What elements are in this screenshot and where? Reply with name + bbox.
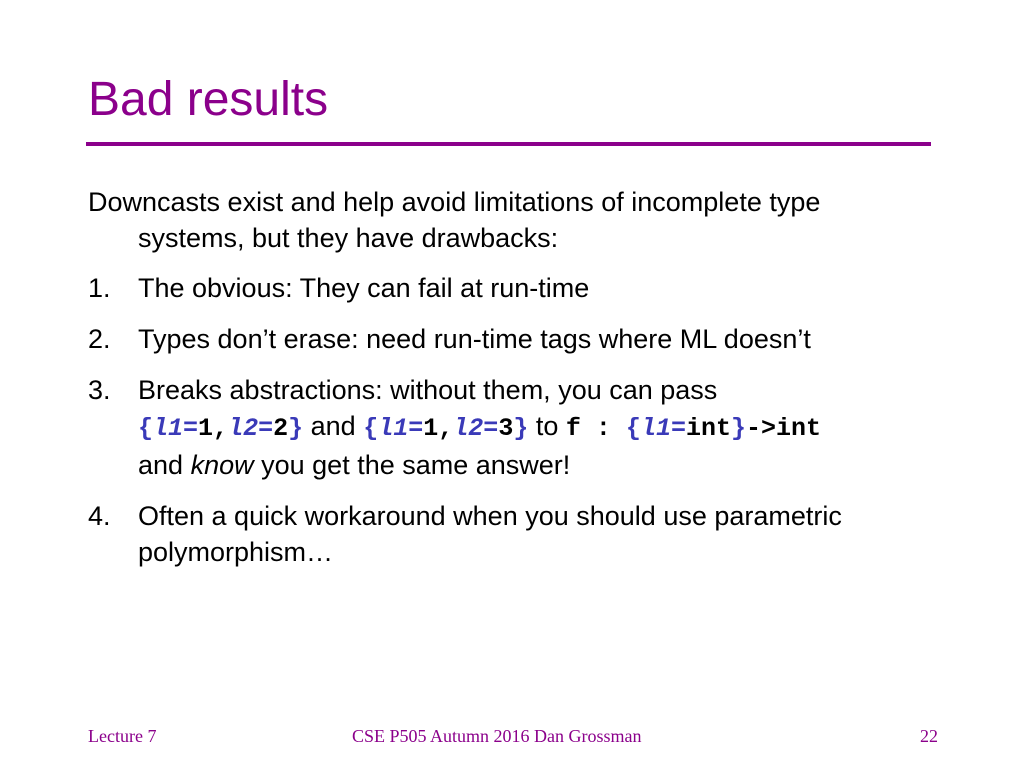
word-and: and [310,411,356,441]
code-brace-close: } [513,414,529,443]
list-item-1 [88,270,988,306]
code-value: 3 [498,414,514,443]
title-divider [86,142,931,146]
code-record-1 [138,414,303,443]
footer-page-number: 22 [920,726,938,746]
code-brace-open: { [625,414,641,443]
code-value: 2 [273,414,289,443]
code-brace-open: { [138,414,154,443]
code-brace-close: } [288,414,304,443]
list-item-text: The obvious: They can fail at run-time [138,273,590,303]
code-brace-open: { [363,414,379,443]
code-field-name: l1 [378,414,409,443]
intro-line-1: Downcasts exist and help avoid limitations of incomplete type [88,187,821,217]
list-item-text-line-1: Breaks abstractions: without them, you can pass [138,375,718,405]
line3-and: and [138,450,184,480]
list-item-text-line-1: Often a quick workaround when you should use parametric [138,501,842,531]
intro-line-2: systems, but they have drawbacks: [138,223,559,253]
code-function-name: f : [565,414,626,443]
code-field-name: l2 [453,414,484,443]
code-return-type: ->int [746,414,822,443]
code-value: 1, [423,414,454,443]
code-equals: = [258,414,274,443]
list-item-text: Types don’t erase: need run-time tags where ML doesn’t [138,324,811,354]
list-item-text-line-2: polymorphism… [138,537,334,567]
footer-lecture: Lecture 7 [88,726,157,746]
code-function-type [566,414,821,443]
list-item-2 [88,321,988,357]
slide-title: Bad results [88,73,329,126]
list-item-4 [88,498,988,570]
code-equals: = [183,414,199,443]
list-number: 2. [88,324,111,354]
code-record-2 [363,414,528,443]
code-value: 1, [198,414,229,443]
list-item-3 [88,372,988,483]
code-equals: = [670,414,686,443]
word-to: to [535,411,559,441]
slide-body [88,184,988,570]
code-equals: = [408,414,424,443]
emphasis-know: know [190,450,254,480]
code-brace-close: } [730,414,746,443]
code-type: int [685,414,731,443]
intro-paragraph [88,184,988,256]
code-field-name: l1 [640,414,671,443]
footer-course: CSE P505 Autumn 2016 Dan Grossman [352,726,642,746]
code-field-name: l1 [153,414,184,443]
list-number: 1. [88,273,111,303]
code-equals: = [483,414,499,443]
line3-rest: you get the same answer! [261,450,571,480]
code-field-name: l2 [228,414,259,443]
list-number: 3. [88,375,111,405]
list-number: 4. [88,501,111,531]
